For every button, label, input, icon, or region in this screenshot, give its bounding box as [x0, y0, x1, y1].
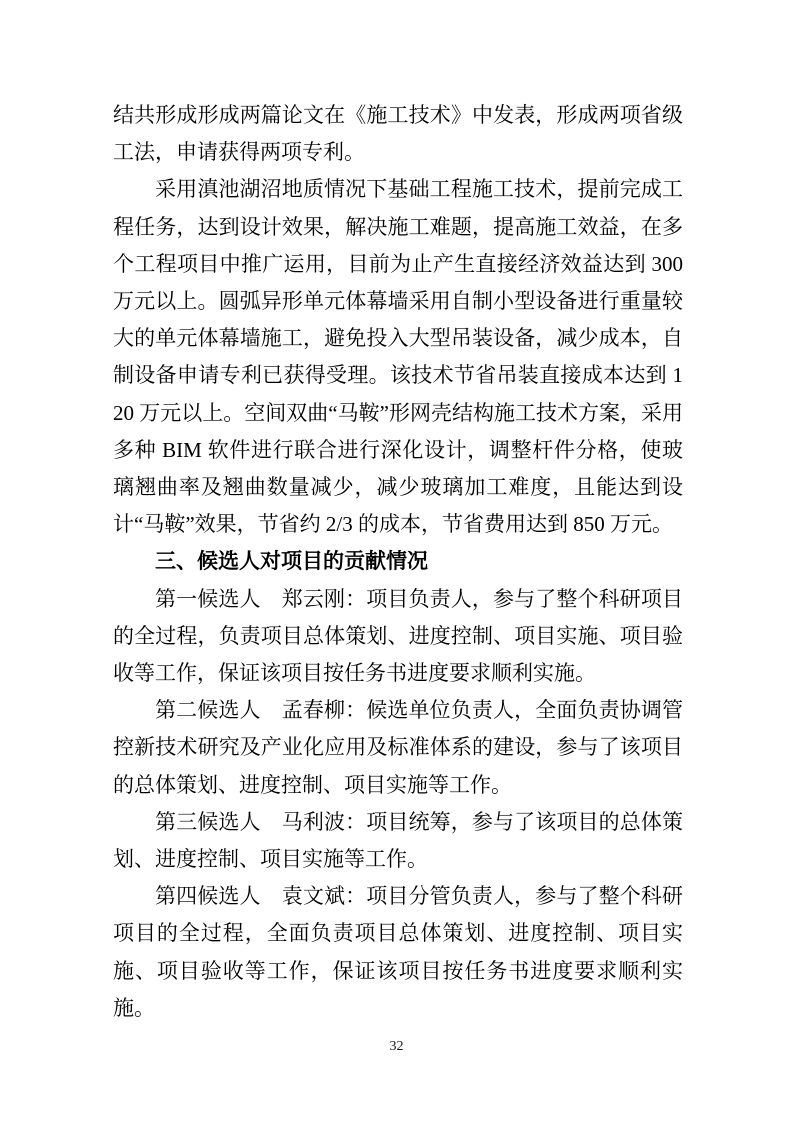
paragraph-continuation: 结共形成形成两篇论文在《施工技术》中发表，形成两项省级工法，申请获得两项专利。 [113, 103, 683, 165]
paragraph-candidate-2: 第二候选人 孟春柳：候选单位负责人，全面负责协调管控新技术研究及产业化应用及标准体系的建设，参与了该项目的总体策划、进度控制、项目实施等工作。 [113, 698, 683, 797]
section-heading-candidate-contributions: 三、候选人对项目的贡献情况 [155, 549, 428, 574]
paragraph-technical-benefits: 采用滇池湖沼地质情况下基础工程施工技术，提前完成工程任务，达到设计效果，解决施工难题，提高施工效益，在多个工程项目中推广运用，目前为止产生直接经济效益达到 300 万元以上。圆弧异形单元体幕墙采用自制小型设备进行重量较大的单元体幕墙施工，避免投入大型吊装设备，减少成本，自制设备申请专利已获得受理。该技术节省吊装直接成本达到 120 万元以上。空间双曲“马鞍”形网壳结构施工技术方案，采用多种 BIM 软件进行联合进行深化设计，调整杆件分格，使玻璃翘曲率及翘曲数量减少，减少玻璃加工难度，且能达到设计“马鞍”效果，节省约 2/3 的成本，节省费用达到 850 万元。 [113, 177, 683, 537]
paragraph-candidate-1: 第一候选人 郑云刚：项目负责人，参与了整个科研项目的全过程，负责项目总体策划、进度控制、项目实施、项目验收等工作，保证该项目按任务书进度要求顺利实施。 [113, 586, 683, 686]
paragraph-candidate-3: 第三候选人 马利波：项目统筹，参与了该项目的总体策划、进度控制、项目实施等工作。 [113, 809, 683, 872]
page-number: 32 [389, 1039, 404, 1054]
paragraph-candidate-4: 第四候选人 袁文斌：项目分管负责人，参与了整个科研项目的全过程，全面负责项目总体策划、进度控制、项目实施、项目验收等工作，保证该项目按任务书进度要求顺利实施。 [113, 884, 683, 1020]
document-body [113, 97, 683, 1027]
